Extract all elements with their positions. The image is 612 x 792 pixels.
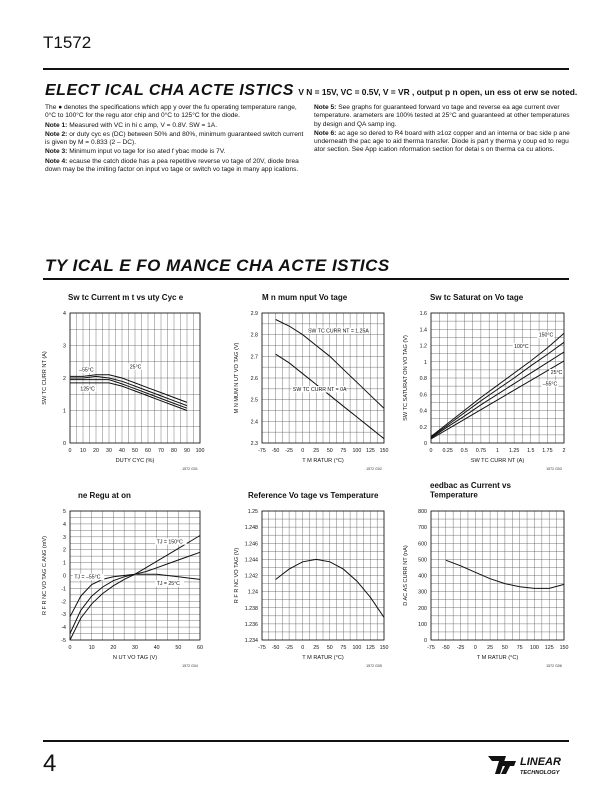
y-axis-label: SW TC SATURAT ON VO TAG (V) (403, 335, 409, 421)
figure-code: 1572 G02 (366, 467, 382, 471)
x-tick-label: 90 (184, 448, 190, 454)
chart-title (248, 491, 379, 500)
x-tick-label: 125 (366, 645, 375, 651)
x-tick-label: -75 (258, 448, 266, 454)
x-tick-label: 25 (313, 448, 320, 454)
x-tick-label: 30 (132, 645, 138, 651)
x-tick-label: 60 (145, 448, 151, 454)
x-tick-label: 50 (132, 448, 138, 454)
y-axis-label: R F R NC VO TAG (V) (234, 547, 240, 604)
y-tick-label: 1.25 (247, 509, 258, 515)
y-tick-label: 2.4 (250, 419, 258, 426)
note-text: Minimum input vo tage for iso ated f ybac mode is 7V. (69, 148, 226, 156)
y-tick-label: 600 (418, 541, 427, 548)
x-tick-label: -25 (285, 645, 293, 651)
y-tick-label: 1.248 (244, 525, 258, 532)
x-tick-label: -50 (441, 645, 450, 651)
y-tick-label: -3 (61, 612, 66, 619)
x-tick-label: 75 (516, 645, 523, 651)
y-tick-label: 2.5 (250, 397, 258, 404)
chart-title (262, 293, 348, 302)
y-tick-label: 2 (63, 376, 66, 382)
x-tick-label: 20 (110, 645, 117, 651)
y-tick-label: 1.234 (244, 638, 258, 644)
x-tick-label: 100 (352, 645, 362, 651)
x-tick-label: 150 (379, 645, 389, 651)
x-tick-label: 100 (530, 645, 539, 651)
electrical-conditions: V N = 15V, VC = 0.5V, V = VR , output p n open, un ess ot erw se noted. (298, 87, 578, 97)
x-axis-label: T M RATUR (°C) (302, 655, 344, 661)
typical-title: TY ICAL E FO MANCE CHA ACTE ISTICS (45, 256, 390, 275)
chart-title-line: Reference Vo tage vs Temperature (248, 491, 379, 500)
note-text: ecause the catch diode has a pea repetitive reverse vo tage of 20V, diode brea down may be the imiting factor on input vo tage or switch vo tage in many app ications. (45, 157, 299, 174)
series-label: SW TC CURR NT = 1.25A (308, 328, 369, 335)
chart-title-line: M n mum nput Vo tage (262, 293, 348, 302)
y-tick-label: 500 (418, 557, 427, 564)
note-label: Note 6: (314, 129, 337, 137)
y-tick-label: -4 (61, 625, 66, 632)
y-axis-label: M N MUM N UT VO TAG (V) (234, 342, 240, 414)
y-tick-label: 0 (63, 573, 66, 580)
x-axis-label: N UT VO TAG (V) (112, 655, 158, 661)
x-tick-label: -25 (285, 448, 293, 454)
x-tick-label: 0 (68, 645, 72, 651)
note-label: Note 4: (45, 157, 68, 165)
x-tick-label: 0.75 (475, 448, 487, 454)
x-tick-label: 100 (195, 448, 205, 454)
x-tick-label: 0.25 (442, 448, 453, 454)
figure-code: 1572 G03 (546, 467, 562, 471)
chart-2 (234, 293, 388, 471)
x-tick-label: 70 (158, 448, 164, 454)
x-tick-label: 50 (326, 448, 333, 454)
x-tick-label: -75 (427, 645, 435, 651)
x-tick-label: -50 (271, 448, 280, 454)
note-label: Note 5: (314, 104, 337, 111)
chart-title-line: Temperature (430, 490, 478, 500)
y-tick-label: 4 (63, 311, 66, 317)
x-axis-label: T M RATUR (°C) (302, 458, 344, 464)
x-tick-label: 1.25 (508, 448, 520, 454)
linear-technology-logo (486, 752, 570, 778)
x-tick-label: 2 (562, 448, 566, 454)
x-tick-label: 25 (487, 645, 494, 651)
figure-code: 1572 G01 (182, 467, 198, 471)
x-tick-label: 0 (473, 645, 477, 651)
y-tick-label: 5 (63, 509, 66, 515)
y-tick-label: 0 (424, 638, 427, 644)
x-tick-label: 10 (80, 448, 86, 454)
y-tick-label: 4 (63, 521, 66, 528)
y-tick-label: 1.4 (419, 327, 427, 334)
x-tick-label: 0 (301, 448, 305, 454)
chart-title (430, 293, 524, 302)
x-tick-label: 50 (175, 645, 182, 651)
x-tick-label: 125 (366, 448, 375, 454)
series-label: 25°C (129, 364, 142, 371)
series-label: SW TC CURR NT = 0A (292, 387, 347, 393)
x-tick-label: 75 (340, 448, 347, 454)
x-tick-label: 25 (313, 645, 320, 651)
x-tick-label: 0.5 (460, 448, 468, 454)
y-tick-label: 2.9 (250, 311, 258, 317)
x-tick-label: 40 (153, 645, 160, 651)
y-tick-label: 1.242 (244, 573, 258, 580)
x-tick-label: 75 (340, 645, 347, 651)
x-tick-label: 150 (379, 448, 389, 454)
x-tick-label: 60 (197, 645, 203, 651)
x-tick-label: 100 (352, 448, 362, 454)
chart-title-line: ne Regu at on (78, 491, 131, 500)
x-tick-label: 0 (429, 448, 433, 454)
x-tick-label: 0 (301, 645, 305, 651)
figure-code: 1572 G06 (546, 664, 562, 668)
y-tick-label: 0.6 (419, 392, 427, 399)
chart-title (68, 293, 184, 302)
chart-1 (42, 293, 204, 471)
part-number: T1572 (43, 33, 92, 52)
page-number: 4 (43, 750, 57, 777)
chart-title (430, 481, 511, 500)
y-tick-label: 700 (418, 525, 427, 532)
y-tick-label: -1 (61, 586, 66, 593)
series-label: –55°C (79, 367, 94, 374)
chart-6 (403, 481, 568, 668)
electrical-title: ELECT ICAL CHA ACTE ISTICS (45, 82, 294, 99)
y-tick-label: 1.24 (247, 589, 258, 596)
series-label: 100°C (514, 343, 529, 350)
y-tick-label: 100 (418, 621, 427, 628)
note-text: The ● denotes the specifications which app y over the fu operating temperature range, 0°C to 100°C for the regu ator chip and 0°C to 125°C for the diode. (45, 104, 297, 120)
y-tick-label: 1.244 (244, 557, 258, 564)
x-tick-label: 150 (559, 645, 569, 651)
y-tick-label: 300 (418, 589, 427, 596)
x-tick-label: 50 (501, 645, 508, 651)
x-axis-label: T M RATUR (°C) (476, 655, 519, 661)
y-tick-label: 400 (418, 573, 427, 580)
y-tick-label: 1.2 (419, 343, 427, 350)
y-tick-label: 1.246 (244, 541, 258, 548)
note-label: Note 1: (45, 121, 68, 129)
x-tick-label: 125 (544, 645, 554, 651)
x-tick-label: 20 (93, 448, 99, 454)
series-label: TJ = –55°C (74, 574, 101, 581)
chart-5 (234, 491, 388, 668)
y-tick-label: 0.2 (419, 424, 427, 431)
y-tick-label: 1 (63, 408, 66, 415)
y-tick-label: 1.236 (244, 621, 258, 628)
y-tick-label: 2.6 (250, 376, 258, 382)
y-tick-label: 0 (63, 441, 66, 447)
y-tick-label: 0 (424, 441, 427, 447)
x-tick-label: 30 (106, 448, 112, 454)
y-tick-label: 200 (418, 605, 427, 612)
x-tick-label: -75 (258, 645, 266, 651)
y-tick-label: 3 (63, 343, 66, 350)
figure-code: 1572 G05 (366, 664, 382, 668)
x-tick-label: 1.75 (542, 448, 553, 454)
logo-line1: LINEAR (520, 756, 561, 768)
chart-3 (403, 293, 566, 471)
note-label: Note 2: (45, 130, 68, 138)
footer-rule (43, 740, 569, 742)
note-text: or duty cyc es (DC) between 50% and 80%, minimum guaranteed switch current is given by M = 0.833 (2 – DC). (45, 130, 304, 147)
x-tick-label: 50 (326, 645, 333, 651)
y-axis-label: SW TC CURR NT (A) (42, 351, 48, 405)
figure-code: 1572 G04 (182, 664, 198, 668)
y-tick-label: 0.4 (419, 408, 427, 415)
series-label: TJ = 25°C (156, 581, 180, 588)
x-tick-label: 1 (496, 448, 499, 454)
chart-title-line: Sw tc Saturat on Vo tage (430, 293, 524, 302)
y-tick-label: 2.8 (250, 332, 258, 339)
logo-line2: TECHNOLOGY (520, 770, 560, 776)
series-label: 25°C (550, 369, 563, 376)
x-tick-label: -25 (456, 645, 465, 651)
series-label: TJ = 150°C (156, 539, 183, 546)
x-tick-label: 0 (68, 448, 72, 454)
y-tick-label: 3 (63, 534, 66, 541)
note-label: Note 3: (45, 148, 68, 156)
y-axis-label: R F R NC VO TAG C ANG (mV) (42, 535, 48, 616)
y-tick-label: 2.3 (250, 441, 258, 447)
y-tick-label: -2 (61, 599, 66, 606)
x-axis-label: SW TC CURR NT (A) (470, 458, 525, 464)
x-tick-label: -50 (271, 645, 280, 651)
y-tick-label: 0.8 (419, 376, 427, 382)
y-tick-label: 1 (424, 359, 427, 366)
x-tick-label: 80 (171, 448, 177, 454)
y-axis-label: D AC AS CURR NT (nA) (403, 545, 409, 606)
y-tick-label: 1.238 (244, 605, 258, 612)
y-tick-label: -5 (61, 638, 66, 644)
series-label: 125°C (80, 386, 95, 393)
chart-title-line: eedbac as Current vs (430, 481, 511, 490)
x-tick-label: 40 (119, 448, 125, 454)
y-tick-label: 1.6 (419, 311, 427, 317)
series-label: 150°C (538, 332, 554, 339)
x-tick-label: 10 (88, 645, 95, 651)
chart-title-line: Sw tc Current m t vs uty Cyc e (68, 293, 184, 302)
y-tick-label: 800 (418, 509, 427, 515)
x-tick-label: 1.5 (527, 448, 535, 454)
chart-title (78, 491, 131, 500)
y-tick-label: 1 (63, 560, 66, 567)
note-text: See graphs for guaranteed forward vo tage and reverse ea age current over temperature. arameters are 100% tested at 25°C and guaranteed at other temperatures by design and QA samp ing. (314, 104, 570, 128)
y-tick-label: 2 (63, 547, 66, 554)
note-text: ac age so dered to R4 board with ≥1oz copper and an interna or bac side p ane underneath the pac age to aid therma transfer. Diode is part y therma y coup ed to regu ator section. See App ication nformation section for detai s on therma ca cu ations. (314, 129, 570, 154)
y-tick-label: 2.7 (250, 354, 258, 361)
note-text: Measured with VC in hi c amp, V = 0.8V. SW = 1A. (69, 121, 218, 129)
chart-4 (42, 491, 203, 668)
series-label: –55°C (542, 381, 558, 388)
x-axis-label: DUTY CYC (%) (115, 458, 155, 464)
